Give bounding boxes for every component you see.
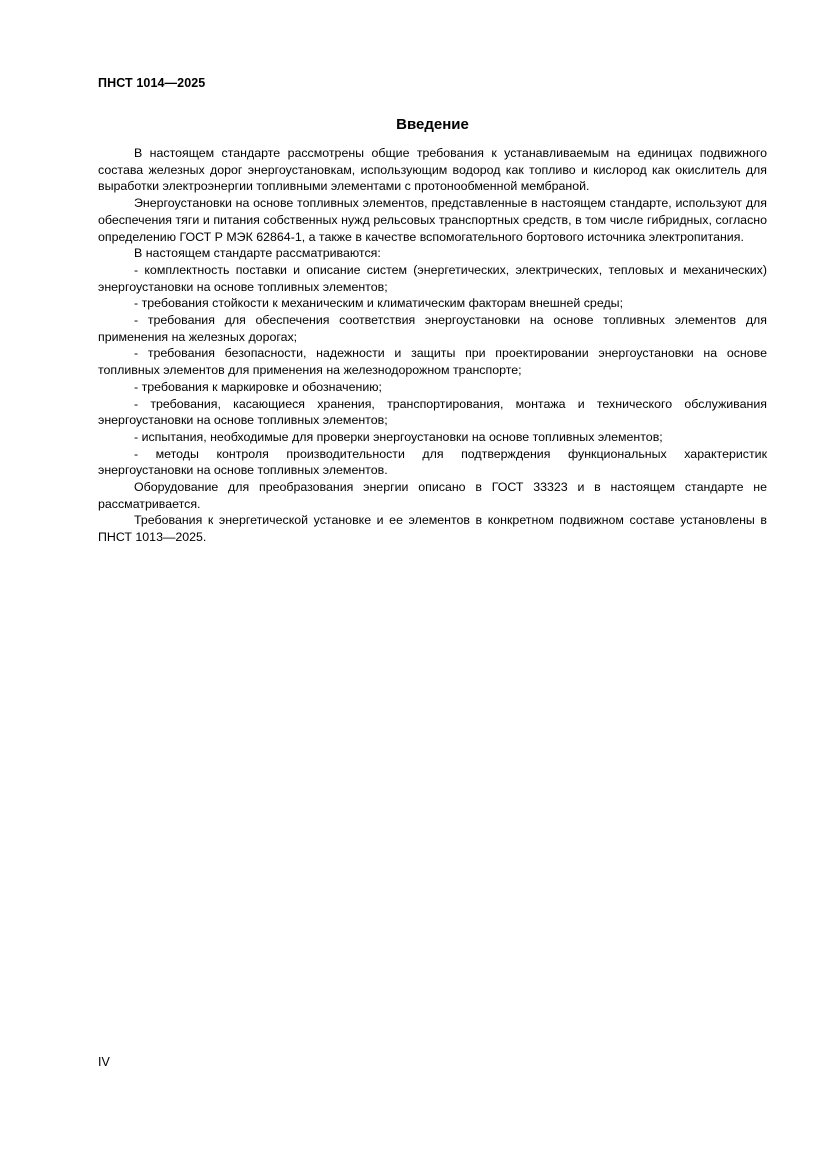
paragraph-scope: В настоящем стандарте рассмотрены общие требования к устанавливаемым на единицах подвижного состава железных дорог энергоустановкам, использующим водород как топливо и кислород как окислитель для выработки электроэнергии топливными элементами с протонообменной мембраной. [98, 146, 767, 194]
paragraph-list-intro: В настоящем стандарте рассматриваются: [134, 246, 381, 261]
list-item: - требования, касающиеся хранения, транспортирования, монтажа и технического обслуживания энергоустановки на основе топливных элементов; [98, 396, 767, 428]
page-number: IV [98, 1055, 110, 1069]
list-item: - требования к маркировке и обозначению; [134, 379, 382, 394]
list-item: - требования стойкости к механическим и климатическим факторам внешней среды; [134, 296, 624, 311]
body-text [98, 145, 767, 546]
section-title: Введение [396, 116, 469, 133]
list-item: - требования для обеспечения соответствия энергоустановки на основе топливных элементов для применения на железных дорогах; [98, 313, 767, 344]
paragraph-requirements-ref: Требования к энергетической установке и ее элементов в конкретном подвижном составе установлены в ПНСТ 1013—2025. [98, 513, 767, 545]
list-item: - требования безопасности, надежности и защиты при проектировании энергоустановки на основе топливных элементов для применения на железнодорожном транспорте; [98, 346, 767, 378]
document-code: ПНСТ 1014—2025 [98, 76, 206, 90]
paragraph-usage: Энергоустановки на основе топливных элементов, представленные в настоящем стандарте, используют для обеспечения тяги и питания собственных нужд рельсовых транспортных средств, в том числе гибридных, согласно определению ГОСТ Р МЭК 62864-1, а также в качестве вспомогательного бортового источника электропитания. [98, 196, 767, 244]
paragraph-equipment: Оборудование для преобразования энергии описано в ГОСТ 33323 и в настоящем стандарте не рассматривается. [98, 480, 767, 511]
list-item: - комплектность поставки и описание систем (энергетических, электрических, тепловых и механических) энергоустановки на основе топливных элементов; [98, 262, 767, 294]
list-item: - методы контроля производительности для подтверждения функциональных характеристик энергоустановки на основе топливных элементов. [98, 446, 767, 478]
list-item: - испытания, необходимые для проверки энергоустановки на основе топливных элементов; [134, 429, 663, 444]
